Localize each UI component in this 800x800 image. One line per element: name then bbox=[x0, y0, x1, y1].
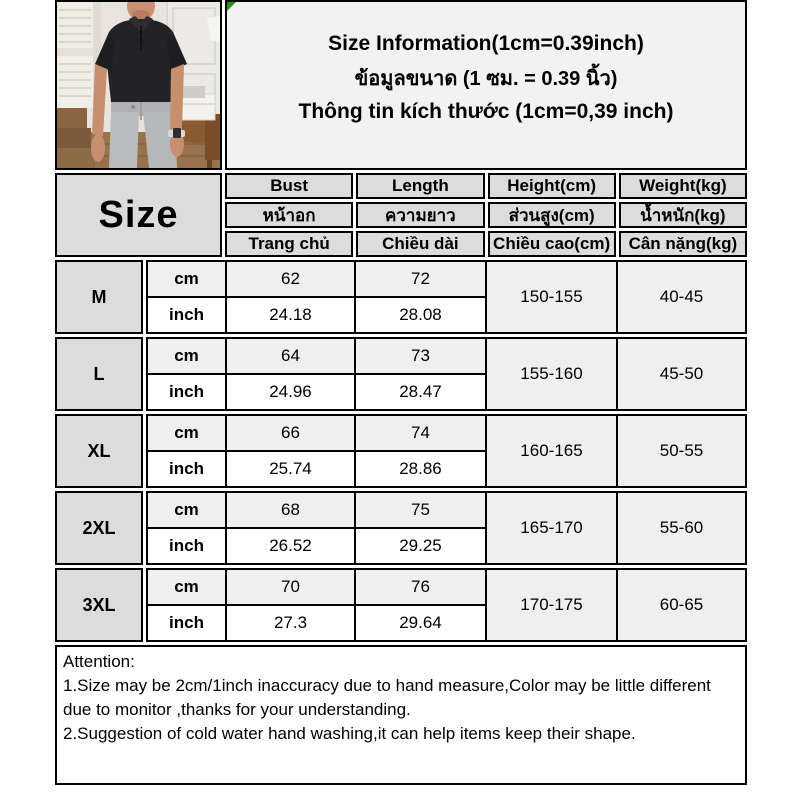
length-inch: 28.47 bbox=[355, 374, 486, 410]
bust-cm: 68 bbox=[226, 492, 355, 528]
weight-range: 45-50 bbox=[617, 338, 746, 410]
title-vietnamese: Thông tin kích thước (1cm=0,39 inch) bbox=[298, 100, 674, 123]
attention-note-2: 2.Suggestion of cold water hand washing,it can help items keep their shape. bbox=[63, 724, 636, 743]
green-corner-marker-icon bbox=[227, 2, 236, 11]
unit-label-inch: inch bbox=[147, 451, 226, 487]
height-range: 160-165 bbox=[486, 415, 617, 487]
unit-label-cm: cm bbox=[147, 261, 226, 297]
weight-range: 50-55 bbox=[617, 415, 746, 487]
bust-cm: 64 bbox=[226, 338, 355, 374]
size-row-2xl bbox=[55, 491, 747, 565]
unit-label-cm: cm bbox=[147, 338, 226, 374]
attention-note-1: 1.Size may be 2cm/1inch inaccuracy due to hand measure,Color may be little different due to monitor ,thanks for your understanding. bbox=[63, 676, 711, 719]
col-header-bust-th: หน้าอก bbox=[225, 202, 353, 228]
size-row-table bbox=[146, 414, 747, 488]
col-header-height-th: ส่วนสูง(cm) bbox=[488, 202, 616, 228]
size-label: 3XL bbox=[55, 568, 143, 642]
unit-label-cm: cm bbox=[147, 569, 226, 605]
bust-inch: 26.52 bbox=[226, 528, 355, 564]
bust-inch: 27.3 bbox=[226, 605, 355, 641]
height-range: 150-155 bbox=[486, 261, 617, 333]
column-headers bbox=[225, 173, 747, 257]
col-header-bust-vi: Trang chủ bbox=[225, 231, 353, 257]
unit-label-cm: cm bbox=[147, 492, 226, 528]
size-chart-page bbox=[55, 0, 747, 800]
col-header-length-vi: Chiều dài bbox=[356, 231, 484, 257]
unit-label-inch: inch bbox=[147, 374, 226, 410]
height-range: 155-160 bbox=[486, 338, 617, 410]
size-information-title-box bbox=[225, 0, 747, 170]
product-photo bbox=[55, 0, 222, 170]
col-header-weight-th: น้ำหนัก(kg) bbox=[619, 202, 747, 228]
bust-inch: 24.96 bbox=[226, 374, 355, 410]
size-row-l bbox=[55, 337, 747, 411]
length-cm: 76 bbox=[355, 569, 486, 605]
bust-cm: 62 bbox=[226, 261, 355, 297]
bust-inch: 24.18 bbox=[226, 297, 355, 333]
length-inch: 29.25 bbox=[355, 528, 486, 564]
top-section bbox=[55, 0, 747, 170]
title-english: Size Information(1cm=0.39inch) bbox=[328, 32, 644, 55]
size-row-3xl bbox=[55, 568, 747, 642]
col-header-bust-en: Bust bbox=[225, 173, 353, 199]
size-label: 2XL bbox=[55, 491, 143, 565]
size-label: M bbox=[55, 260, 143, 334]
height-range: 165-170 bbox=[486, 492, 617, 564]
col-header-height-en: Height(cm) bbox=[488, 173, 616, 199]
size-row-table bbox=[146, 260, 747, 334]
product-photo-illustration bbox=[57, 2, 220, 168]
col-header-length-th: ความยาว bbox=[356, 202, 484, 228]
attention-heading: Attention: bbox=[63, 652, 135, 671]
unit-label-inch: inch bbox=[147, 297, 226, 333]
length-inch: 28.86 bbox=[355, 451, 486, 487]
col-header-weight-vi: Cân nặng(kg) bbox=[619, 231, 747, 257]
unit-label-inch: inch bbox=[147, 605, 226, 641]
title-thai: ข้อมูลขนาด (1 ซม. = 0.39 นิ้ว) bbox=[354, 68, 618, 90]
length-cm: 75 bbox=[355, 492, 486, 528]
size-label: L bbox=[55, 337, 143, 411]
attention-notes bbox=[55, 645, 747, 785]
length-inch: 29.64 bbox=[355, 605, 486, 641]
length-cm: 74 bbox=[355, 415, 486, 451]
weight-range: 55-60 bbox=[617, 492, 746, 564]
height-range: 170-175 bbox=[486, 569, 617, 641]
weight-range: 40-45 bbox=[617, 261, 746, 333]
length-cm: 73 bbox=[355, 338, 486, 374]
size-row-m bbox=[55, 260, 747, 334]
col-header-weight-en: Weight(kg) bbox=[619, 173, 747, 199]
unit-label-cm: cm bbox=[147, 415, 226, 451]
length-cm: 72 bbox=[355, 261, 486, 297]
length-inch: 28.08 bbox=[355, 297, 486, 333]
size-header-cell: Size bbox=[55, 173, 222, 257]
col-header-length-en: Length bbox=[356, 173, 484, 199]
size-row-table bbox=[146, 568, 747, 642]
size-row-table bbox=[146, 337, 747, 411]
size-label: XL bbox=[55, 414, 143, 488]
size-row-xl bbox=[55, 414, 747, 488]
unit-label-inch: inch bbox=[147, 528, 226, 564]
size-row-table bbox=[146, 491, 747, 565]
table-header bbox=[55, 173, 747, 257]
bust-cm: 70 bbox=[226, 569, 355, 605]
bust-cm: 66 bbox=[226, 415, 355, 451]
bust-inch: 25.74 bbox=[226, 451, 355, 487]
col-header-height-vi: Chiều cao(cm) bbox=[488, 231, 616, 257]
weight-range: 60-65 bbox=[617, 569, 746, 641]
